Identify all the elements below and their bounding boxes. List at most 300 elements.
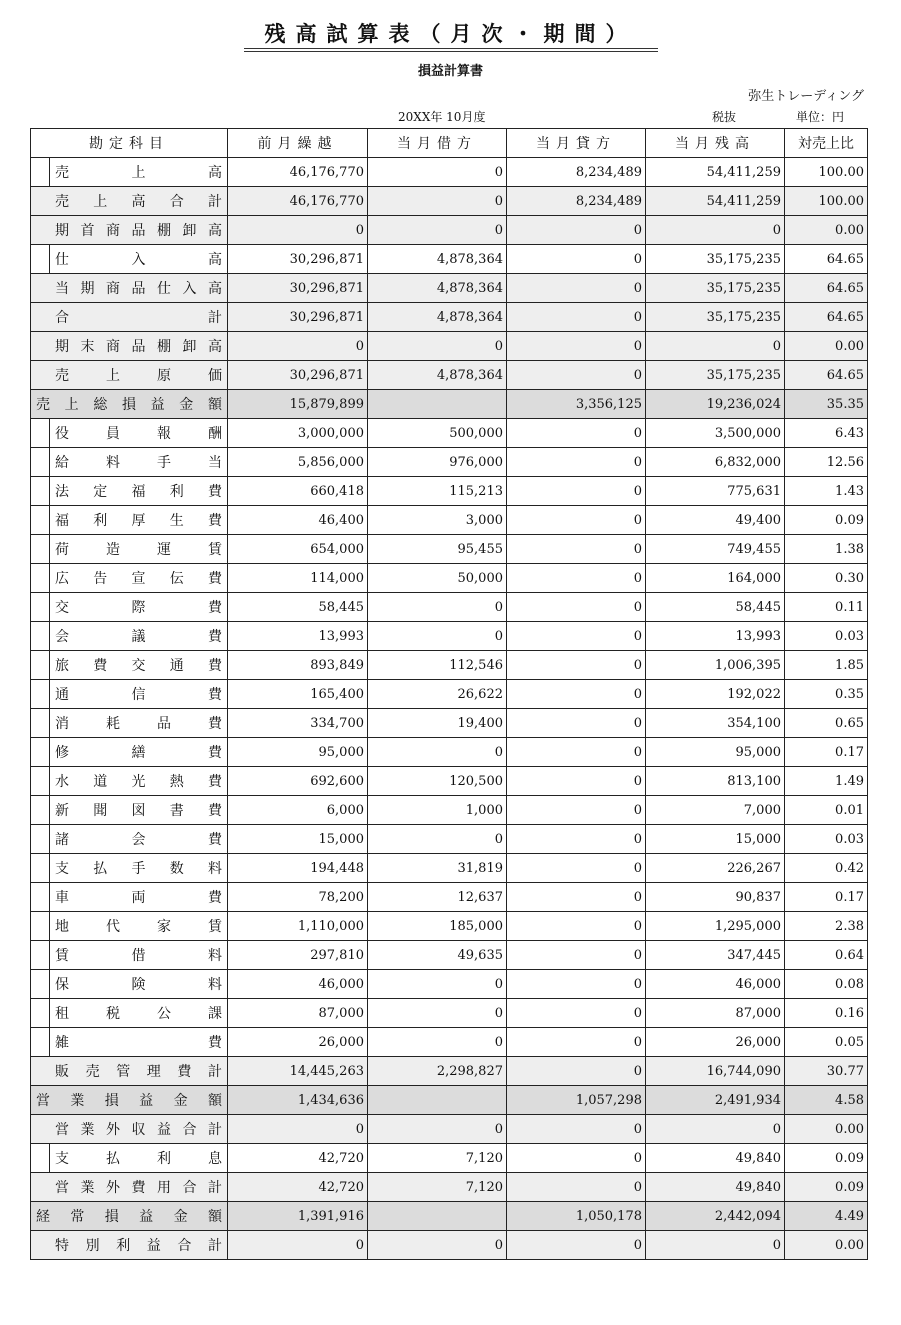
account-name-wrap xyxy=(53,216,224,244)
account-name-wrap xyxy=(53,999,224,1027)
account-label: 営 業 損 益 金 額 xyxy=(36,1093,222,1109)
table-row xyxy=(31,738,868,767)
account-name-cell xyxy=(31,1144,228,1173)
account-label: 地 代 家 賃 xyxy=(55,919,222,935)
cell-debit: 7,120 xyxy=(368,1144,507,1173)
account-name-wrap xyxy=(53,477,224,505)
cell-debit: 115,213 xyxy=(368,477,507,506)
cell-debit: 0 xyxy=(368,999,507,1028)
cell-prev: 78,200 xyxy=(228,883,368,912)
cell-credit: 0 xyxy=(507,738,646,767)
account-label: 租 税 公 課 xyxy=(55,1006,222,1022)
cell-debit: 0 xyxy=(368,187,507,216)
group-bracket xyxy=(49,419,50,447)
cell-prev: 46,000 xyxy=(228,970,368,999)
table-row xyxy=(31,1028,868,1057)
account-name-cell xyxy=(31,274,228,303)
cell-credit: 0 xyxy=(507,448,646,477)
cell-balance: 49,840 xyxy=(646,1173,785,1202)
cell-credit: 0 xyxy=(507,274,646,303)
cell-credit: 0 xyxy=(507,680,646,709)
cell-ratio: 0.35 xyxy=(785,680,868,709)
cell-ratio: 0.05 xyxy=(785,1028,868,1057)
cell-ratio: 0.42 xyxy=(785,854,868,883)
account-label: 広 告 宣 伝 費 xyxy=(55,571,222,587)
cell-debit: 3,000 xyxy=(368,506,507,535)
cell-debit: 0 xyxy=(368,622,507,651)
account-label: 営 業 外 費 用 合 計 xyxy=(55,1180,222,1196)
cell-debit: 2,298,827 xyxy=(368,1057,507,1086)
account-name-wrap xyxy=(34,1202,224,1230)
cell-ratio: 100.00 xyxy=(785,187,868,216)
account-name-cell xyxy=(31,970,228,999)
table-row xyxy=(31,883,868,912)
account-name-cell xyxy=(31,883,228,912)
group-bracket xyxy=(49,970,50,998)
cell-balance: 7,000 xyxy=(646,796,785,825)
account-name-wrap xyxy=(53,419,224,447)
table-row xyxy=(31,332,868,361)
account-name-cell xyxy=(31,187,228,216)
account-name-wrap xyxy=(53,883,224,911)
cell-balance: 15,000 xyxy=(646,825,785,854)
account-label: 新 聞 図 書 費 xyxy=(55,803,222,819)
account-label: 賃 借 料 xyxy=(55,948,222,964)
account-name-cell xyxy=(31,216,228,245)
trial-balance-table xyxy=(30,128,868,1260)
cell-prev: 46,400 xyxy=(228,506,368,535)
account-name-cell xyxy=(31,1173,228,1202)
cell-prev: 5,856,000 xyxy=(228,448,368,477)
cell-balance: 164,000 xyxy=(646,564,785,593)
account-label: 車 両 費 xyxy=(55,890,222,906)
cell-debit: 19,400 xyxy=(368,709,507,738)
table-body xyxy=(31,158,868,1260)
account-name-wrap xyxy=(53,361,224,389)
cell-prev: 692,600 xyxy=(228,767,368,796)
account-name-wrap xyxy=(53,796,224,824)
account-name-cell xyxy=(31,448,228,477)
cell-prev: 893,849 xyxy=(228,651,368,680)
cell-credit: 0 xyxy=(507,593,646,622)
table-row xyxy=(31,477,868,506)
cell-balance: 87,000 xyxy=(646,999,785,1028)
cell-prev: 114,000 xyxy=(228,564,368,593)
cell-debit xyxy=(368,390,507,419)
account-label: 営 業 外 収 益 合 計 xyxy=(55,1122,222,1138)
cell-balance: 0 xyxy=(646,216,785,245)
cell-credit: 0 xyxy=(507,883,646,912)
account-name-wrap xyxy=(53,1115,224,1143)
cell-prev: 660,418 xyxy=(228,477,368,506)
cell-prev: 3,000,000 xyxy=(228,419,368,448)
group-bracket xyxy=(49,448,50,476)
cell-prev: 42,720 xyxy=(228,1144,368,1173)
cell-balance: 6,832,000 xyxy=(646,448,785,477)
table-row xyxy=(31,912,868,941)
account-name-cell xyxy=(31,1028,228,1057)
group-bracket xyxy=(49,1028,50,1056)
cell-ratio: 4.58 xyxy=(785,1086,868,1115)
report-subtitle: 損益計算書 xyxy=(417,64,483,79)
company-name: 弥生トレーディング xyxy=(748,89,864,104)
cell-credit: 0 xyxy=(507,796,646,825)
account-label: 売 上 高 xyxy=(55,165,222,181)
account-name-cell xyxy=(31,622,228,651)
cell-debit: 12,637 xyxy=(368,883,507,912)
report-title: 残高試算表（月次・期間） xyxy=(264,21,637,46)
cell-debit: 976,000 xyxy=(368,448,507,477)
table-row xyxy=(31,854,868,883)
account-name-wrap xyxy=(53,854,224,882)
table-row xyxy=(31,245,868,274)
cell-debit: 0 xyxy=(368,1028,507,1057)
group-bracket xyxy=(49,622,50,650)
cell-credit: 0 xyxy=(507,709,646,738)
account-name-wrap xyxy=(53,738,224,766)
group-bracket xyxy=(49,1144,50,1172)
table-row xyxy=(31,448,868,477)
group-bracket xyxy=(49,709,50,737)
cell-prev: 14,445,263 xyxy=(228,1057,368,1086)
title-underline-second xyxy=(244,51,658,52)
cell-debit: 50,000 xyxy=(368,564,507,593)
account-label: 特 別 利 益 合 計 xyxy=(55,1238,222,1254)
cell-ratio: 64.65 xyxy=(785,361,868,390)
table-row xyxy=(31,390,868,419)
cell-ratio: 0.09 xyxy=(785,1173,868,1202)
cell-balance: 26,000 xyxy=(646,1028,785,1057)
cell-debit: 49,635 xyxy=(368,941,507,970)
table-row xyxy=(31,274,868,303)
table-row xyxy=(31,680,868,709)
cell-debit: 500,000 xyxy=(368,419,507,448)
account-label: 水 道 光 熱 費 xyxy=(55,774,222,790)
account-name-wrap xyxy=(53,941,224,969)
account-label: 福 利 厚 生 費 xyxy=(55,513,222,529)
group-bracket xyxy=(49,941,50,969)
cell-credit: 0 xyxy=(507,245,646,274)
group-bracket xyxy=(49,796,50,824)
cell-debit: 7,120 xyxy=(368,1173,507,1202)
cell-debit: 0 xyxy=(368,1115,507,1144)
account-label: 役 員 報 酬 xyxy=(55,426,222,442)
cell-credit: 0 xyxy=(507,332,646,361)
group-bracket xyxy=(49,883,50,911)
account-label: 経 常 損 益 金 額 xyxy=(36,1209,222,1225)
cell-credit: 0 xyxy=(507,535,646,564)
cell-balance: 35,175,235 xyxy=(646,361,785,390)
cell-credit: 0 xyxy=(507,361,646,390)
cell-ratio: 0.00 xyxy=(785,216,868,245)
table-row xyxy=(31,593,868,622)
cell-prev: 654,000 xyxy=(228,535,368,564)
cell-balance: 226,267 xyxy=(646,854,785,883)
group-bracket xyxy=(49,825,50,853)
cell-debit: 112,546 xyxy=(368,651,507,680)
cell-credit: 0 xyxy=(507,941,646,970)
cell-ratio: 6.43 xyxy=(785,419,868,448)
cell-ratio: 2.38 xyxy=(785,912,868,941)
cell-balance: 775,631 xyxy=(646,477,785,506)
cell-balance: 46,000 xyxy=(646,970,785,999)
account-name-cell xyxy=(31,767,228,796)
cell-debit xyxy=(368,1086,507,1115)
table-row xyxy=(31,825,868,854)
cell-ratio: 0.09 xyxy=(785,1144,868,1173)
account-name-cell xyxy=(31,912,228,941)
account-name-wrap xyxy=(53,448,224,476)
tax-note: 税抜 xyxy=(712,110,737,124)
table-row xyxy=(31,187,868,216)
account-name-wrap xyxy=(53,651,224,679)
account-name-cell xyxy=(31,651,228,680)
cell-prev: 1,110,000 xyxy=(228,912,368,941)
cell-debit: 185,000 xyxy=(368,912,507,941)
cell-ratio: 0.00 xyxy=(785,332,868,361)
group-bracket xyxy=(49,738,50,766)
cell-prev: 1,434,636 xyxy=(228,1086,368,1115)
cell-prev: 334,700 xyxy=(228,709,368,738)
account-name-wrap xyxy=(53,1173,224,1201)
cell-ratio: 12.56 xyxy=(785,448,868,477)
cell-balance: 2,442,094 xyxy=(646,1202,785,1231)
cell-ratio: 0.11 xyxy=(785,593,868,622)
table-row xyxy=(31,1115,868,1144)
cell-prev: 0 xyxy=(228,216,368,245)
cell-credit: 0 xyxy=(507,1115,646,1144)
account-label: 仕 入 高 xyxy=(55,252,222,268)
table-row xyxy=(31,158,868,187)
account-name-cell xyxy=(31,1231,228,1260)
account-name-wrap xyxy=(53,245,224,273)
col-header-balance: 当月残高 xyxy=(646,129,785,158)
table-row xyxy=(31,622,868,651)
account-name-cell xyxy=(31,709,228,738)
cell-ratio: 0.17 xyxy=(785,738,868,767)
account-name-wrap xyxy=(34,1086,224,1114)
cell-prev: 42,720 xyxy=(228,1173,368,1202)
cell-prev: 297,810 xyxy=(228,941,368,970)
cell-balance: 749,455 xyxy=(646,535,785,564)
cell-balance: 1,006,395 xyxy=(646,651,785,680)
account-name-cell xyxy=(31,854,228,883)
account-name-wrap xyxy=(34,390,224,418)
account-label: 売 上 高 合 計 xyxy=(55,194,222,210)
cell-prev: 0 xyxy=(228,332,368,361)
cell-balance: 35,175,235 xyxy=(646,274,785,303)
account-label: 期 首 商 品 棚 卸 高 xyxy=(55,223,222,239)
cell-credit: 0 xyxy=(507,651,646,680)
cell-ratio: 64.65 xyxy=(785,303,868,332)
cell-credit: 0 xyxy=(507,825,646,854)
cell-debit: 0 xyxy=(368,738,507,767)
cell-ratio: 0.00 xyxy=(785,1115,868,1144)
cell-prev: 26,000 xyxy=(228,1028,368,1057)
group-bracket xyxy=(49,535,50,563)
group-bracket xyxy=(49,854,50,882)
cell-ratio: 0.00 xyxy=(785,1231,868,1260)
account-name-wrap xyxy=(53,506,224,534)
report-period: 20XX年 10月度 xyxy=(398,110,486,124)
account-label: 修 繕 費 xyxy=(55,745,222,761)
cell-debit: 26,622 xyxy=(368,680,507,709)
table-row xyxy=(31,1202,868,1231)
cell-credit: 1,050,178 xyxy=(507,1202,646,1231)
cell-balance: 0 xyxy=(646,332,785,361)
account-label: 合 計 xyxy=(55,310,222,326)
cell-credit: 0 xyxy=(507,1231,646,1260)
account-name-cell xyxy=(31,941,228,970)
cell-prev: 15,000 xyxy=(228,825,368,854)
account-label: 諸 会 費 xyxy=(55,832,222,848)
cell-credit: 0 xyxy=(507,1144,646,1173)
cell-prev: 1,391,916 xyxy=(228,1202,368,1231)
cell-balance: 49,840 xyxy=(646,1144,785,1173)
cell-credit: 0 xyxy=(507,564,646,593)
group-bracket xyxy=(49,158,50,186)
account-name-cell xyxy=(31,680,228,709)
account-label: 会 議 費 xyxy=(55,629,222,645)
table-row xyxy=(31,941,868,970)
cell-ratio: 0.09 xyxy=(785,506,868,535)
cell-ratio: 30.77 xyxy=(785,1057,868,1086)
table-row xyxy=(31,564,868,593)
cell-prev: 30,296,871 xyxy=(228,361,368,390)
account-label: 法 定 福 利 費 xyxy=(55,484,222,500)
account-name-wrap xyxy=(53,912,224,940)
account-name-cell xyxy=(31,1086,228,1115)
account-label: 保 険 料 xyxy=(55,977,222,993)
cell-credit: 8,234,489 xyxy=(507,158,646,187)
account-name-wrap xyxy=(53,564,224,592)
col-header-credit: 当月貸方 xyxy=(507,129,646,158)
account-name-cell xyxy=(31,564,228,593)
cell-credit: 0 xyxy=(507,419,646,448)
table-row xyxy=(31,303,868,332)
title-underline xyxy=(244,48,658,49)
cell-credit: 0 xyxy=(507,1173,646,1202)
group-bracket xyxy=(49,245,50,273)
table-header-row xyxy=(31,129,868,158)
table-row xyxy=(31,1231,868,1260)
account-label: 売 上 総 損 益 金 額 xyxy=(36,397,222,413)
account-name-wrap xyxy=(53,187,224,215)
cell-balance: 0 xyxy=(646,1231,785,1260)
cell-debit: 4,878,364 xyxy=(368,361,507,390)
group-bracket xyxy=(49,651,50,679)
cell-credit: 0 xyxy=(507,912,646,941)
cell-ratio: 0.16 xyxy=(785,999,868,1028)
account-name-cell xyxy=(31,796,228,825)
cell-balance: 16,744,090 xyxy=(646,1057,785,1086)
group-bracket xyxy=(49,593,50,621)
account-name-cell xyxy=(31,535,228,564)
cell-debit: 0 xyxy=(368,216,507,245)
cell-balance: 0 xyxy=(646,1115,785,1144)
group-bracket xyxy=(49,680,50,708)
cell-ratio: 0.03 xyxy=(785,622,868,651)
cell-prev: 58,445 xyxy=(228,593,368,622)
account-label: 当 期 商 品 仕 入 高 xyxy=(55,281,222,297)
cell-prev: 95,000 xyxy=(228,738,368,767)
cell-debit: 0 xyxy=(368,1231,507,1260)
account-name-wrap xyxy=(53,1231,224,1259)
cell-credit: 1,057,298 xyxy=(507,1086,646,1115)
account-name-wrap xyxy=(53,1028,224,1056)
cell-debit: 4,878,364 xyxy=(368,303,507,332)
account-name-wrap xyxy=(53,1144,224,1172)
account-name-cell xyxy=(31,332,228,361)
cell-debit: 4,878,364 xyxy=(368,245,507,274)
account-name-cell xyxy=(31,477,228,506)
cell-prev: 30,296,871 xyxy=(228,274,368,303)
col-header-debit: 当月借方 xyxy=(368,129,507,158)
cell-credit: 0 xyxy=(507,970,646,999)
account-label: 支 払 手 数 料 xyxy=(55,861,222,877)
account-name-cell xyxy=(31,390,228,419)
cell-prev: 13,993 xyxy=(228,622,368,651)
cell-balance: 13,993 xyxy=(646,622,785,651)
account-label: 期 末 商 品 棚 卸 高 xyxy=(55,339,222,355)
account-label: 消 耗 品 費 xyxy=(55,716,222,732)
group-bracket xyxy=(49,477,50,505)
cell-credit: 8,234,489 xyxy=(507,187,646,216)
table-row xyxy=(31,999,868,1028)
cell-credit: 0 xyxy=(507,477,646,506)
table-row xyxy=(31,216,868,245)
table-row xyxy=(31,796,868,825)
cell-balance: 2,491,934 xyxy=(646,1086,785,1115)
cell-balance: 58,445 xyxy=(646,593,785,622)
account-name-wrap xyxy=(53,622,224,650)
cell-balance: 35,175,235 xyxy=(646,303,785,332)
cell-ratio: 35.35 xyxy=(785,390,868,419)
cell-credit: 0 xyxy=(507,216,646,245)
table-row xyxy=(31,1144,868,1173)
cell-credit: 0 xyxy=(507,854,646,883)
table-row xyxy=(31,651,868,680)
cell-ratio: 0.30 xyxy=(785,564,868,593)
cell-balance: 19,236,024 xyxy=(646,390,785,419)
account-label: 通 信 費 xyxy=(55,687,222,703)
cell-ratio: 0.64 xyxy=(785,941,868,970)
cell-ratio: 0.08 xyxy=(785,970,868,999)
account-name-cell xyxy=(31,419,228,448)
col-header-ratio: 対売上比 xyxy=(785,129,868,158)
account-name-wrap xyxy=(53,767,224,795)
account-name-wrap xyxy=(53,274,224,302)
cell-balance: 49,400 xyxy=(646,506,785,535)
account-label: 販 売 管 理 費 計 xyxy=(55,1064,222,1080)
account-name-wrap xyxy=(53,680,224,708)
cell-balance: 813,100 xyxy=(646,767,785,796)
account-label: 売 上 原 価 xyxy=(55,368,222,384)
account-name-wrap xyxy=(53,970,224,998)
cell-ratio: 0.03 xyxy=(785,825,868,854)
cell-ratio: 1.85 xyxy=(785,651,868,680)
table-row xyxy=(31,1057,868,1086)
cell-credit: 0 xyxy=(507,767,646,796)
cell-debit: 120,500 xyxy=(368,767,507,796)
account-name-wrap xyxy=(53,332,224,360)
account-name-cell xyxy=(31,506,228,535)
cell-balance: 354,100 xyxy=(646,709,785,738)
group-bracket xyxy=(49,506,50,534)
cell-ratio: 0.17 xyxy=(785,883,868,912)
cell-debit: 0 xyxy=(368,970,507,999)
cell-prev: 30,296,871 xyxy=(228,245,368,274)
